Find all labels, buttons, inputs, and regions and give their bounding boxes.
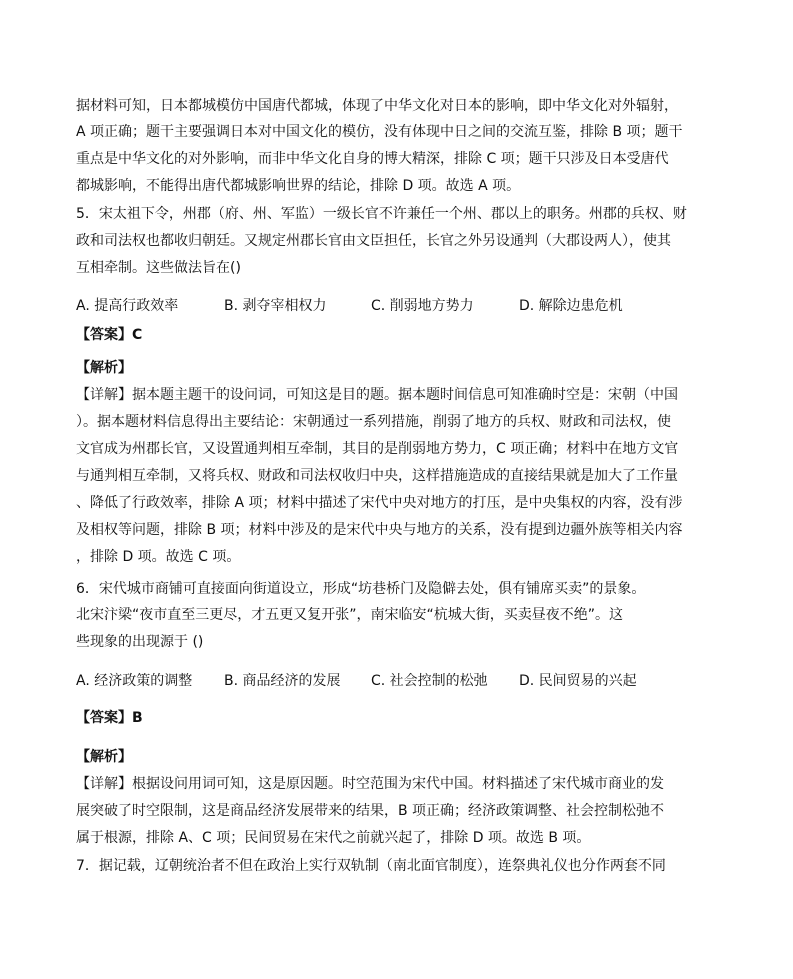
q5-analysis-line-4: 与通判相互牵制，又将兵权、财政和司法权收归中央，这样措施造成的直接结果就是加大了工作量 [76,468,678,484]
q6-analysis-line-1: 【详解】根据设问用词可知，这是原因题。时空范围为宋代中国。材料描述了宋代城市商业的发 [76,776,664,792]
q5-option-b: B. 剥夺宰相权力 [224,298,327,314]
q5-option-a: A. 提高行政效率 [76,298,179,314]
q6-option-a: A. 经济政策的调整 [76,673,193,689]
q5-analysis-line-2: ）。据本题材料信息得出主要结论：宋朝通过一系列措施，削弱了地方的兵权、财政和司法权，使 [76,414,671,430]
q5-stem-line-2: 政和司法权也都收归朝廷。又规定州郡长官由文臣担任，长官之外另设通判（大郡设两人），使其 [76,233,671,249]
q6-analysis-line-2: 展突破了时空限制，这是商品经济发展带来的结果，B 项正确；经济政策调整、社会控制松弛不 [76,803,665,819]
q6-option-c: C. 社会控制的松弛 [371,673,488,689]
q5-analysis-line-7: ，排除 D 项。故选 C 项。 [76,549,241,565]
q5-option-d: D. 解除边患危机 [519,298,623,314]
q7-stem-line-1: 7．据记载，辽朝统治者不但在政治上实行双轨制（南北面官制度），连祭典礼仪也分作两套不同 [76,858,666,874]
q6-stem-line-1: 6．宋代城市商铺可直接面向街道设立，形成“坊巷桥门及隐僻去处，俱有铺席买卖”的景象。 [76,581,646,597]
q4-analysis-line-2: A 项正确；题干主要强调日本对中国文化的模仿，没有体现中日之间的交流互鉴，排除 B 项；题干 [76,124,683,140]
q6-stem-line-3: 些现象的出现源于 () [76,634,204,650]
q5-analysis-label: 【解析】 [76,360,132,376]
q5-stem-line-1: 5．宋太祖下令，州郡（府、州、军监）一级长官不许兼任一个州、郡以上的职务。州郡的兵权、财 [76,206,687,222]
q5-analysis-line-3: 文官成为州郡长官，又设置通判相互牵制，其目的是削弱地方势力，C 项正确；材料中在地方文官 [76,441,679,457]
q5-analysis-line-6: 及相权等问题，排除 B 项；材料中涉及的是宋代中央与地方的关系，没有提到边疆外族等相关内容 [76,522,683,538]
q4-analysis-line-4: 都城影响，不能得出唐代都城影响世界的结论，排除 D 项。故选 A 项。 [76,178,521,194]
q5-analysis-line-1: 【详解】据本题主题干的设问词，可知这是目的题。据本题时间信息可知准确时空是：宋朝（中国 [76,387,678,403]
q6-option-d: D. 民间贸易的兴起 [519,673,637,689]
q6-answer: 【答案】B [76,710,143,726]
q6-analysis-line-3: 属于根源，排除 A、C 项；民间贸易在宋代之前就兴起了，排除 D 项。故选 B 项。 [76,830,591,846]
q5-stem-line-3: 互相牵制。这些做法旨在() [76,260,241,276]
q5-analysis-line-5: 、降低了行政效率，排除 A 项；材料中描述了宋代中央对地方的打压，是中央集权的内容，没有涉 [76,495,683,511]
q6-analysis-label: 【解析】 [76,749,132,765]
q5-option-c: C. 削弱地方势力 [371,298,474,314]
q4-analysis-line-1: 据材料可知，日本都城模仿中国唐代都城，体现了中华文化对日本的影响，即中华文化对外辐射， [76,98,678,114]
q6-option-b: B. 商品经济的发展 [224,673,341,689]
q6-stem-line-2: 北宋汴梁“夜市直至三更尽，才五更又复开张”，南宋临安“杭城大街，买卖昼夜不绝”。这 [76,607,624,623]
q5-answer: 【答案】C [76,327,143,343]
q4-analysis-line-3: 重点是中华文化的对外影响，而非中华文化自身的博大精深，排除 C 项；题干只涉及日本受唐代 [76,151,669,167]
